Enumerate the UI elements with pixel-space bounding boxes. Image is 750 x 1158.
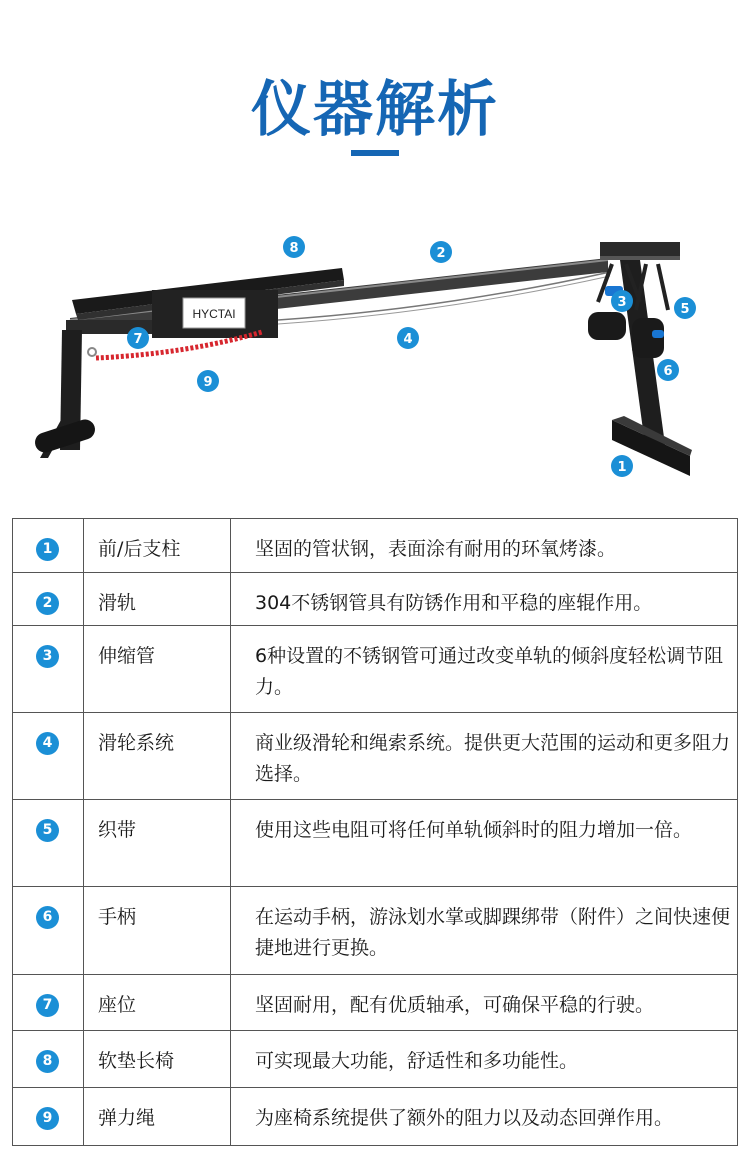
part-name: 前/后支柱 <box>98 538 181 560</box>
svg-text:2: 2 <box>436 246 446 261</box>
page-title: 仪器解析 <box>251 75 499 145</box>
part-name: 伸缩管 <box>98 645 156 667</box>
spec-table <box>12 518 738 1146</box>
svg-text:5: 5 <box>680 302 690 317</box>
part-name: 滑轮系统 <box>98 732 175 754</box>
row-number-badge: 2 <box>36 592 59 615</box>
callout-4 <box>397 327 419 349</box>
row-number-badge: 8 <box>36 1050 59 1073</box>
svg-text:6: 6 <box>663 364 673 379</box>
svg-text:3: 3 <box>617 295 627 310</box>
callout-5 <box>674 297 696 319</box>
part-description: 使用这些电阻可将任何单轨倾斜时的阻力增加一倍。 <box>255 819 693 841</box>
row-number-badge: 9 <box>36 1107 59 1130</box>
svg-text:7: 7 <box>133 332 143 347</box>
callout-9 <box>197 370 219 392</box>
row-number-badge: 3 <box>36 645 59 668</box>
table-row <box>13 887 738 975</box>
callout-2 <box>430 241 452 263</box>
table-row <box>13 975 738 1031</box>
row-number-badge: 7 <box>36 994 59 1017</box>
table-row <box>13 713 738 800</box>
table-row <box>13 1088 738 1146</box>
part-description: 在运动手柄，游泳划水掌或脚踝绑带（附件）之间快速便捷地进行更换。 <box>255 906 731 959</box>
part-name: 手柄 <box>98 906 137 928</box>
callout-6 <box>657 359 679 381</box>
table-row <box>13 626 738 713</box>
part-name: 弹力绳 <box>98 1107 156 1129</box>
callout-7 <box>127 327 149 349</box>
part-name: 软垫长椅 <box>98 1050 175 1072</box>
svg-text:1: 1 <box>617 460 627 475</box>
title-underline <box>351 150 399 156</box>
table-row <box>13 519 738 573</box>
row-number-badge: 4 <box>36 732 59 755</box>
part-description: 坚固的管状钢，表面涂有耐用的环氧烤漆。 <box>255 538 617 560</box>
callout-8 <box>283 236 305 258</box>
svg-text:4: 4 <box>403 332 413 347</box>
part-description: 6种设置的不锈钢管可通过改变单轨的倾斜度轻松调节阻力。 <box>255 645 724 698</box>
row-number-badge: 6 <box>36 906 59 929</box>
front-rail-end <box>600 242 680 256</box>
part-description: 商业级滑轮和绳索系统。提供更大范围的运动和更多阻力选择。 <box>255 732 731 785</box>
svg-text:9: 9 <box>203 375 213 390</box>
table-row <box>13 1031 738 1088</box>
product-illustration <box>0 220 750 500</box>
svg-text:8: 8 <box>289 241 299 256</box>
part-name: 滑轨 <box>98 592 137 614</box>
handle-left <box>588 312 626 340</box>
callout-1 <box>611 455 633 477</box>
table-row <box>13 573 738 626</box>
row-number-badge: 1 <box>36 538 59 561</box>
row-number-badge: 5 <box>36 819 59 842</box>
part-name: 座位 <box>98 994 137 1016</box>
part-name: 织带 <box>98 819 137 841</box>
part-description: 可实现最大功能，舒适性和多功能性。 <box>255 1050 579 1072</box>
brand-label: HYCTAI <box>192 307 236 321</box>
callout-3 <box>611 290 633 312</box>
part-description: 为座椅系统提供了额外的阻力以及动态回弹作用。 <box>255 1107 674 1129</box>
part-description: 304不锈钢管具有防锈作用和平稳的座辊作用。 <box>255 592 653 614</box>
table-row <box>13 800 738 887</box>
part-description: 坚固耐用，配有优质轴承，可确保平稳的行驶。 <box>255 994 655 1016</box>
